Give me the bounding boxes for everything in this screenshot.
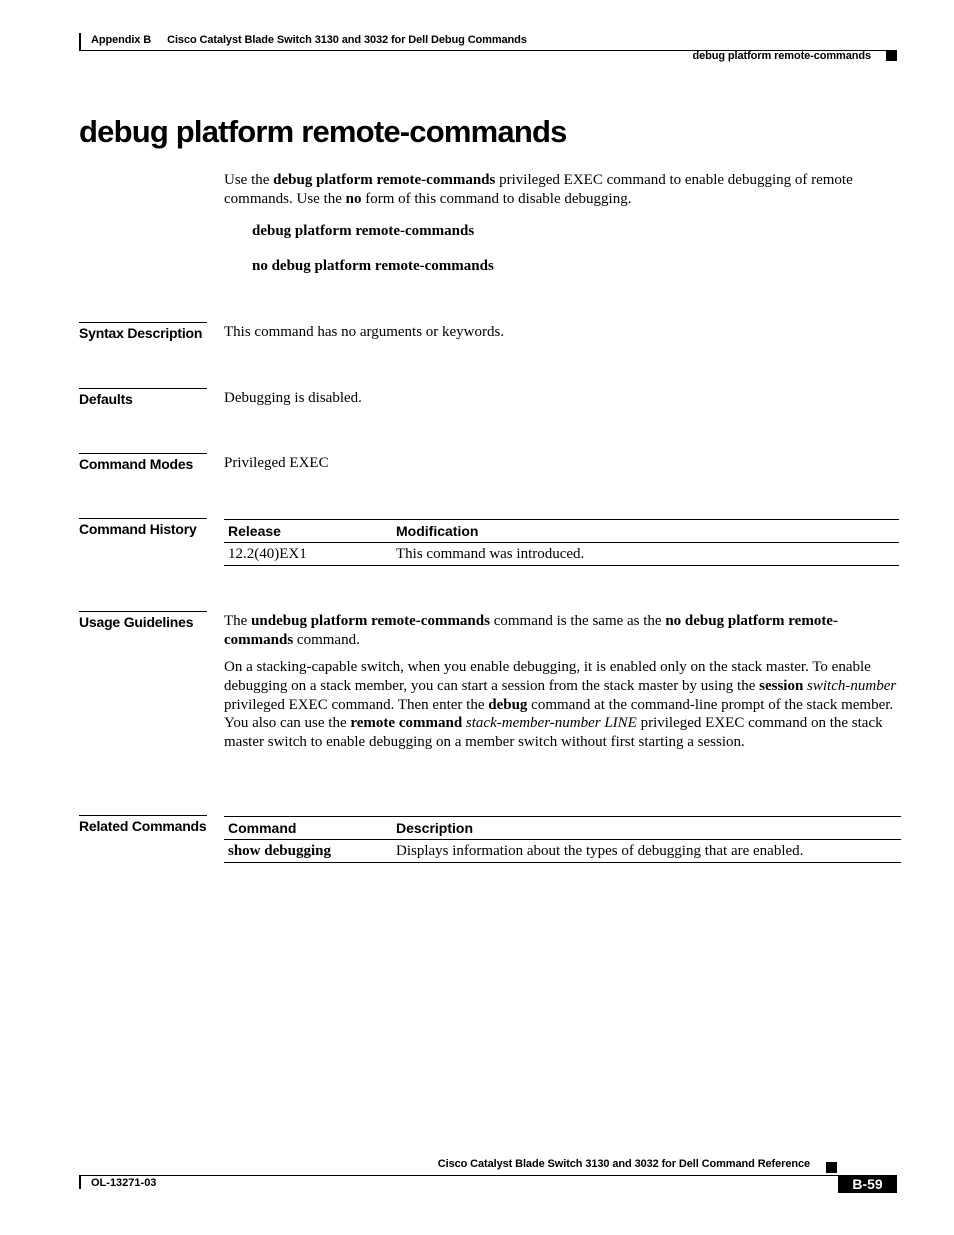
usage-argument: switch-number	[807, 677, 897, 694]
intro-text: Use the	[224, 172, 274, 188]
usage-command: debug	[488, 696, 528, 713]
usage-paragraph-2	[224, 658, 900, 752]
page-number: B-59	[838, 1175, 897, 1193]
running-header	[91, 34, 527, 46]
section-label-usage-guidelines: Usage Guidelines	[79, 611, 207, 630]
footer-rule	[79, 1175, 897, 1176]
footer-reference: Cisco Catalyst Blade Switch 3130 and 3032 for Dell Command Reference	[437, 1158, 810, 1170]
table-header-row	[224, 817, 901, 840]
usage-text: privileged EXEC command. Then enter the	[224, 696, 489, 713]
column-header-release: Release	[228, 523, 281, 539]
column-header-modification: Modification	[396, 523, 479, 539]
column-header-description: Description	[396, 820, 474, 836]
usage-text: The	[224, 613, 252, 629]
command-modes-text: Privileged EXEC	[224, 455, 329, 471]
syntax-line: no debug platform remote-commands	[252, 258, 494, 274]
intro-text: privileged EXEC command to enable debugging of remote commands. Use the	[224, 172, 853, 207]
related-commands-table	[224, 816, 901, 863]
usage-command: undebug platform remote-commands	[251, 613, 490, 629]
intro-text: form of this command to disable debugging.	[361, 190, 632, 207]
related-command-link[interactable]: show debugging	[228, 843, 331, 859]
section-label-command-history: Command History	[79, 518, 207, 537]
usage-text: command at the command-line prompt of the stack member. You also can use the	[224, 696, 894, 732]
footer-marker	[826, 1162, 837, 1173]
header-marker	[886, 50, 897, 61]
header-section: debug platform remote-commands	[692, 50, 871, 62]
usage-command: remote command	[350, 715, 463, 732]
section-label-syntax-description: Syntax Description	[79, 322, 207, 341]
syntax-description-text: This command has no arguments or keywords.	[224, 324, 505, 340]
intro-no-keyword: no	[345, 190, 362, 207]
description-cell: Displays information about the types of debugging that are enabled.	[396, 843, 804, 859]
section-label-command-modes: Command Modes	[79, 453, 207, 472]
intro-paragraph	[224, 171, 900, 209]
usage-text: privileged EXEC command on the stack master switch to enable debugging on a member switch without first starting a session.	[224, 715, 883, 751]
release-cell: 12.2(40)EX1	[228, 546, 307, 562]
header-chapter: Cisco Catalyst Blade Switch 3130 and 3032 for Dell Debug Commands	[167, 34, 527, 46]
footer-bar	[79, 1175, 81, 1189]
table-row	[224, 840, 901, 862]
table-header-row	[224, 520, 899, 543]
footer-doc-number: OL-13271-03	[91, 1177, 157, 1189]
page-title: debug platform remote-commands	[79, 114, 567, 149]
command-history-table	[224, 519, 899, 566]
defaults-text: Debugging is disabled.	[224, 390, 362, 406]
modification-cell: This command was introduced.	[396, 546, 585, 562]
table-row	[224, 543, 899, 565]
usage-text: On a stacking-capable switch, when you enable debugging, it is enabled only on the stack master. To enable debugging on a stack member, you can start a session from the stack master by using the	[224, 659, 871, 694]
usage-command: no debug platform remote-commands	[224, 613, 838, 648]
usage-argument: stack-member-number LINE	[465, 715, 637, 732]
usage-text: command is the same as the	[489, 613, 666, 629]
usage-command: session	[759, 677, 804, 694]
section-label-related-commands: Related Commands	[79, 815, 207, 834]
usage-text: command.	[293, 631, 360, 648]
header-bar	[79, 33, 81, 50]
usage-paragraph-1	[224, 612, 900, 650]
column-header-command: Command	[228, 820, 297, 836]
syntax-line: debug platform remote-commands	[252, 223, 475, 239]
intro-command: debug platform remote-commands	[273, 172, 496, 188]
section-label-defaults: Defaults	[79, 388, 207, 407]
header-appendix: Appendix B	[91, 34, 152, 46]
